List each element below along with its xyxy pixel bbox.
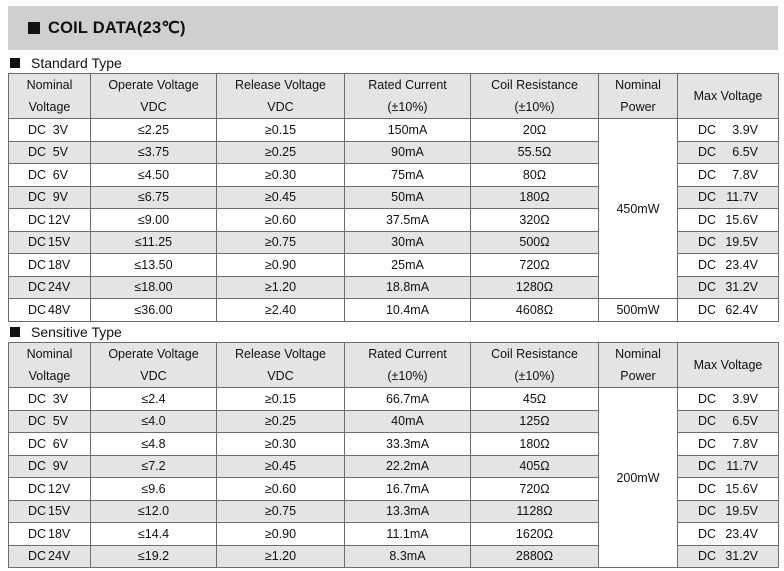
coil-resistance-cell: 180Ω <box>471 433 599 456</box>
operate-voltage-cell: ≤7.2 <box>91 455 217 478</box>
voltage-number: 24V <box>48 549 71 564</box>
voltage-unit: DC <box>28 190 47 205</box>
max-voltage-unit: DC <box>698 122 717 137</box>
nominal-voltage-cell <box>9 231 91 254</box>
voltage-unit: DC <box>28 167 47 182</box>
release-voltage-cell: ≥0.15 <box>217 119 345 142</box>
voltage-number: 9V <box>52 459 68 474</box>
max-voltage-unit: DC <box>698 145 717 160</box>
rated-current-cell: 22.2mA <box>345 455 471 478</box>
voltage-unit: DC <box>28 302 47 317</box>
max-voltage-number: 3.9V <box>732 122 758 137</box>
standard-section-label <box>10 55 122 71</box>
max-voltage-unit: DC <box>698 526 717 541</box>
operate-voltage-cell: ≤14.4 <box>91 523 217 546</box>
table-header-row <box>9 74 779 119</box>
header-coil-resistance: Coil Resistance (±10%) <box>471 74 599 119</box>
voltage-unit: DC <box>28 257 47 272</box>
nominal-voltage-value <box>9 258 90 272</box>
nominal-voltage-value <box>9 168 90 182</box>
nominal-voltage-value <box>9 213 90 227</box>
header-rated-current: Rated Current (±10%) <box>345 343 471 388</box>
nominal-voltage-value <box>9 414 90 428</box>
nominal-power-cell: 200mW <box>599 388 678 568</box>
operate-voltage-cell: ≤11.25 <box>91 231 217 254</box>
max-voltage-number: 31.2V <box>725 549 758 564</box>
rated-current-cell: 10.4mA <box>345 299 471 322</box>
max-voltage-value <box>678 235 778 249</box>
nominal-voltage-value <box>9 123 90 137</box>
release-voltage-cell: ≥0.45 <box>217 455 345 478</box>
max-voltage-cell <box>678 299 779 322</box>
nominal-voltage-cell <box>9 164 91 187</box>
release-voltage-cell: ≥0.75 <box>217 500 345 523</box>
max-voltage-cell <box>678 254 779 277</box>
table-header-row <box>9 343 779 388</box>
coil-resistance-cell: 2880Ω <box>471 545 599 568</box>
coil-resistance-cell: 20Ω <box>471 119 599 142</box>
max-voltage-cell <box>678 545 779 568</box>
nominal-voltage-value <box>9 392 90 406</box>
nominal-voltage-value <box>9 527 90 541</box>
nominal-voltage-cell <box>9 299 91 322</box>
header-coil-resistance: Coil Resistance (±10%) <box>471 343 599 388</box>
operate-voltage-cell: ≤9.00 <box>91 209 217 232</box>
max-voltage-unit: DC <box>698 235 717 250</box>
nominal-voltage-value <box>9 459 90 473</box>
max-voltage-value <box>678 123 778 137</box>
max-voltage-value <box>678 549 778 563</box>
voltage-unit: DC <box>28 280 47 295</box>
coil-resistance-cell: 720Ω <box>471 254 599 277</box>
max-voltage-value <box>678 482 778 496</box>
rated-current-cell: 11.1mA <box>345 523 471 546</box>
max-voltage-unit: DC <box>698 414 717 429</box>
nominal-voltage-value <box>9 280 90 294</box>
nominal-voltage-cell <box>9 119 91 142</box>
rated-current-cell: 13.3mA <box>345 500 471 523</box>
voltage-number: 6V <box>52 436 68 451</box>
nominal-power-cell: 500mW <box>599 299 678 322</box>
coil-resistance-cell: 55.5Ω <box>471 141 599 164</box>
header-operate-voltage: Operate Voltage VDC <box>91 343 217 388</box>
operate-voltage-cell: ≤13.50 <box>91 254 217 277</box>
square-bullet-icon <box>10 327 20 337</box>
rated-current-cell: 25mA <box>345 254 471 277</box>
max-voltage-cell <box>678 186 779 209</box>
operate-voltage-cell: ≤36.00 <box>91 299 217 322</box>
voltage-unit: DC <box>28 145 47 160</box>
rated-current-cell: 18.8mA <box>345 276 471 299</box>
operate-voltage-cell: ≤9.6 <box>91 478 217 501</box>
release-voltage-cell: ≥0.90 <box>217 254 345 277</box>
page-title: COIL DATA(23℃) <box>48 19 186 37</box>
max-voltage-value <box>678 392 778 406</box>
header-rated-current: Rated Current (±10%) <box>345 74 471 119</box>
max-voltage-number: 62.4V <box>725 302 758 317</box>
voltage-unit: DC <box>28 235 47 250</box>
release-voltage-cell: ≥0.25 <box>217 141 345 164</box>
table-row <box>9 388 779 411</box>
max-voltage-value <box>678 459 778 473</box>
nominal-voltage-cell <box>9 410 91 433</box>
header-nominal-power: Nominal Power <box>599 343 678 388</box>
coil-resistance-cell: 1280Ω <box>471 276 599 299</box>
max-voltage-number: 7.8V <box>732 167 758 182</box>
max-voltage-cell <box>678 209 779 232</box>
coil-resistance-cell: 45Ω <box>471 388 599 411</box>
operate-voltage-cell: ≤6.75 <box>91 186 217 209</box>
table-row <box>9 299 779 322</box>
nominal-voltage-cell <box>9 141 91 164</box>
operate-voltage-cell: ≤18.00 <box>91 276 217 299</box>
voltage-number: 15V <box>48 504 71 519</box>
nominal-voltage-cell <box>9 209 91 232</box>
nominal-voltage-cell <box>9 478 91 501</box>
max-voltage-unit: DC <box>698 459 717 474</box>
max-voltage-unit: DC <box>698 257 717 272</box>
nominal-voltage-cell <box>9 388 91 411</box>
nominal-voltage-cell <box>9 523 91 546</box>
max-voltage-unit: DC <box>698 212 717 227</box>
rated-current-cell: 40mA <box>345 410 471 433</box>
release-voltage-cell: ≥2.40 <box>217 299 345 322</box>
nominal-voltage-value <box>9 145 90 159</box>
max-voltage-cell <box>678 478 779 501</box>
rated-current-cell: 150mA <box>345 119 471 142</box>
voltage-number: 18V <box>48 526 71 541</box>
voltage-number: 6V <box>52 167 68 182</box>
nominal-voltage-value <box>9 190 90 204</box>
nominal-voltage-cell <box>9 276 91 299</box>
rated-current-cell: 90mA <box>345 141 471 164</box>
operate-voltage-cell: ≤12.0 <box>91 500 217 523</box>
rated-current-cell: 37.5mA <box>345 209 471 232</box>
rated-current-cell: 8.3mA <box>345 545 471 568</box>
operate-voltage-cell: ≤4.50 <box>91 164 217 187</box>
operate-voltage-cell: ≤3.75 <box>91 141 217 164</box>
square-bullet-icon <box>10 58 20 68</box>
voltage-number: 18V <box>48 257 71 272</box>
max-voltage-value <box>678 280 778 294</box>
max-voltage-value <box>678 190 778 204</box>
nominal-voltage-cell <box>9 186 91 209</box>
table-row <box>9 119 779 142</box>
max-voltage-cell <box>678 276 779 299</box>
release-voltage-cell: ≥1.20 <box>217 545 345 568</box>
standard-section-title: Standard Type <box>31 55 122 71</box>
max-voltage-cell <box>678 410 779 433</box>
max-voltage-cell <box>678 433 779 456</box>
rated-current-cell: 75mA <box>345 164 471 187</box>
release-voltage-cell: ≥0.30 <box>217 164 345 187</box>
max-voltage-cell <box>678 164 779 187</box>
rated-current-cell: 50mA <box>345 186 471 209</box>
rated-current-cell: 66.7mA <box>345 388 471 411</box>
release-voltage-cell: ≥0.75 <box>217 231 345 254</box>
coil-resistance-cell: 500Ω <box>471 231 599 254</box>
max-voltage-unit: DC <box>698 549 717 564</box>
max-voltage-value <box>678 213 778 227</box>
voltage-unit: DC <box>28 212 47 227</box>
sensitive-section-label <box>10 324 122 340</box>
max-voltage-number: 3.9V <box>732 391 758 406</box>
max-voltage-number: 23.4V <box>725 526 758 541</box>
max-voltage-unit: DC <box>698 436 717 451</box>
release-voltage-cell: ≥0.30 <box>217 433 345 456</box>
max-voltage-unit: DC <box>698 190 717 205</box>
voltage-unit: DC <box>28 122 47 137</box>
release-voltage-cell: ≥0.15 <box>217 388 345 411</box>
max-voltage-value <box>678 527 778 541</box>
max-voltage-value <box>678 437 778 451</box>
nominal-voltage-cell <box>9 500 91 523</box>
max-voltage-number: 23.4V <box>725 257 758 272</box>
nominal-power-cell: 450mW <box>599 119 678 299</box>
max-voltage-number: 19.5V <box>725 504 758 519</box>
voltage-number: 15V <box>48 235 71 250</box>
nominal-voltage-value <box>9 437 90 451</box>
voltage-unit: DC <box>28 391 47 406</box>
voltage-unit: DC <box>28 526 47 541</box>
max-voltage-unit: DC <box>698 481 717 496</box>
voltage-unit: DC <box>28 481 47 496</box>
header-max-voltage: Max Voltage <box>678 343 779 388</box>
operate-voltage-cell: ≤2.25 <box>91 119 217 142</box>
max-voltage-unit: DC <box>698 391 717 406</box>
nominal-voltage-value <box>9 235 90 249</box>
voltage-unit: DC <box>28 436 47 451</box>
max-voltage-unit: DC <box>698 167 717 182</box>
voltage-number: 3V <box>52 391 68 406</box>
coil-resistance-cell: 320Ω <box>471 209 599 232</box>
coil-resistance-cell: 720Ω <box>471 478 599 501</box>
header-max-voltage: Max Voltage <box>678 74 779 119</box>
max-voltage-unit: DC <box>698 302 717 317</box>
max-voltage-cell <box>678 523 779 546</box>
voltage-number: 48V <box>48 302 71 317</box>
nominal-voltage-cell <box>9 545 91 568</box>
rated-current-cell: 30mA <box>345 231 471 254</box>
coil-resistance-cell: 180Ω <box>471 186 599 209</box>
release-voltage-cell: ≥0.60 <box>217 209 345 232</box>
max-voltage-cell <box>678 119 779 142</box>
max-voltage-number: 15.6V <box>725 212 758 227</box>
voltage-number: 12V <box>48 212 71 227</box>
max-voltage-cell <box>678 500 779 523</box>
voltage-number: 24V <box>48 280 71 295</box>
max-voltage-number: 11.7V <box>726 459 758 474</box>
coil-resistance-cell: 1128Ω <box>471 500 599 523</box>
operate-voltage-cell: ≤4.0 <box>91 410 217 433</box>
max-voltage-value <box>678 145 778 159</box>
max-voltage-unit: DC <box>698 504 717 519</box>
nominal-voltage-cell <box>9 433 91 456</box>
header-nominal-voltage: Nominal Voltage <box>9 343 91 388</box>
nominal-voltage-value <box>9 303 90 317</box>
max-voltage-value <box>678 414 778 428</box>
max-voltage-value <box>678 168 778 182</box>
release-voltage-cell: ≥0.25 <box>217 410 345 433</box>
max-voltage-unit: DC <box>698 280 717 295</box>
sensitive-section-title: Sensitive Type <box>31 324 122 340</box>
max-voltage-number: 7.8V <box>732 436 758 451</box>
max-voltage-number: 6.5V <box>732 414 758 429</box>
standard-coil-table <box>8 73 779 322</box>
rated-current-cell: 16.7mA <box>345 478 471 501</box>
square-bullet-icon <box>28 22 40 34</box>
coil-resistance-cell: 80Ω <box>471 164 599 187</box>
voltage-unit: DC <box>28 459 47 474</box>
max-voltage-cell <box>678 455 779 478</box>
release-voltage-cell: ≥0.60 <box>217 478 345 501</box>
nominal-voltage-value <box>9 482 90 496</box>
header-release-voltage: Release Voltage VDC <box>217 74 345 119</box>
release-voltage-cell: ≥0.90 <box>217 523 345 546</box>
nominal-voltage-cell <box>9 254 91 277</box>
max-voltage-number: 31.2V <box>725 280 758 295</box>
operate-voltage-cell: ≤2.4 <box>91 388 217 411</box>
voltage-unit: DC <box>28 414 47 429</box>
header-nominal-power: Nominal Power <box>599 74 678 119</box>
max-voltage-cell <box>678 231 779 254</box>
nominal-voltage-cell <box>9 455 91 478</box>
voltage-number: 5V <box>52 414 68 429</box>
voltage-unit: DC <box>28 549 47 564</box>
nominal-voltage-value <box>9 504 90 518</box>
max-voltage-number: 19.5V <box>725 235 758 250</box>
voltage-number: 12V <box>48 481 71 496</box>
max-voltage-value <box>678 303 778 317</box>
max-voltage-value <box>678 258 778 272</box>
voltage-number: 5V <box>52 145 68 160</box>
header-operate-voltage: Operate Voltage VDC <box>91 74 217 119</box>
header-nominal-voltage: Nominal Voltage <box>9 74 91 119</box>
title-bar <box>8 6 778 50</box>
sensitive-coil-table <box>8 342 779 568</box>
operate-voltage-cell: ≤4.8 <box>91 433 217 456</box>
release-voltage-cell: ≥0.45 <box>217 186 345 209</box>
coil-resistance-cell: 1620Ω <box>471 523 599 546</box>
voltage-number: 3V <box>52 122 68 137</box>
operate-voltage-cell: ≤19.2 <box>91 545 217 568</box>
coil-resistance-cell: 4608Ω <box>471 299 599 322</box>
max-voltage-number: 11.7V <box>726 190 758 205</box>
rated-current-cell: 33.3mA <box>345 433 471 456</box>
max-voltage-number: 6.5V <box>732 145 758 160</box>
release-voltage-cell: ≥1.20 <box>217 276 345 299</box>
coil-resistance-cell: 125Ω <box>471 410 599 433</box>
voltage-unit: DC <box>28 504 47 519</box>
nominal-voltage-value <box>9 549 90 563</box>
max-voltage-value <box>678 504 778 518</box>
voltage-number: 9V <box>52 190 68 205</box>
max-voltage-cell <box>678 141 779 164</box>
max-voltage-cell <box>678 388 779 411</box>
coil-resistance-cell: 405Ω <box>471 455 599 478</box>
header-release-voltage: Release Voltage VDC <box>217 343 345 388</box>
max-voltage-number: 15.6V <box>725 481 758 496</box>
